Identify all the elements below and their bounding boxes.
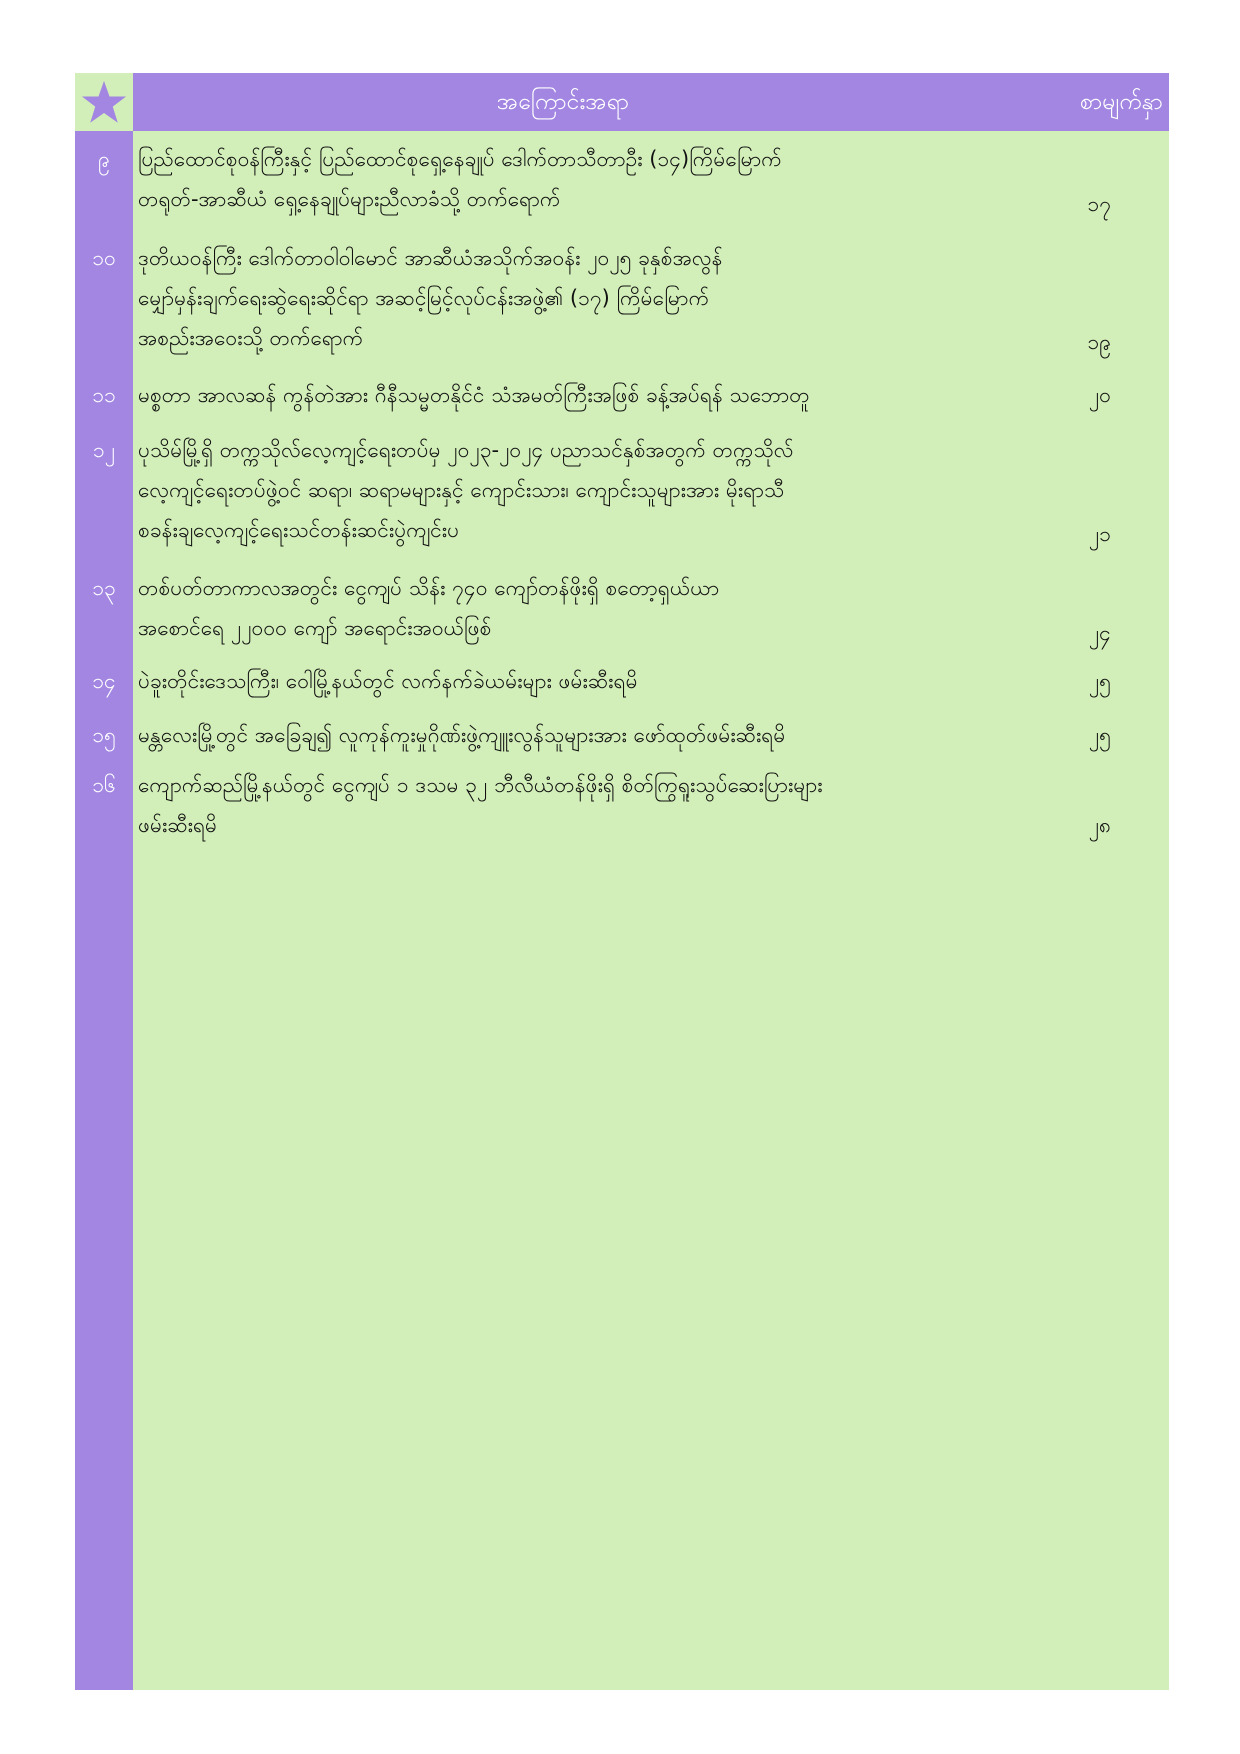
number-column [75, 73, 133, 1690]
entry-title[interactable]: မစ္စတာ အာလဆန် ကွန်တဲအား ဂီနီသမ္မတနိုင်ငံ သံအမတ်ကြီးအဖြစ် ခန့်အပ်ရန် သဘောတူ [138, 383, 810, 407]
entry-number: ၁၆ [92, 773, 116, 797]
entry-number: ၁၀ [92, 246, 116, 270]
star-icon [81, 79, 127, 125]
table-of-contents [75, 73, 1169, 1690]
entry-page: ၁၇ [1087, 192, 1111, 216]
entry-title[interactable]: ပြည်ထောင်စုဝန်ကြီးနှင့် ပြည်ထောင်စုရှေ့နေချုပ် ဒေါက်တာသီတာဦး (၁၄)ကြိမ်မြောက် တရုတ်-အာဆီယံ ရှေ့နေချုပ်များညီလာခံသို့ တက်ရောက် [138, 147, 782, 211]
entry-page: ၂၄ [1088, 621, 1111, 645]
page-column-heading: စာမျက်နှာ [1079, 89, 1163, 115]
entry-title[interactable]: ပုသိမ်မြို့ရှိ တက္ကသိုလ်လေ့ကျင့်ရေးတပ်မှ ၂၀၂၃-၂၀၂၄ ပညာသင်နှစ်အတွက် တက္ကသိုလ် လေ့ကျင့်ရေးတပ်ဖွဲ့ဝင် ဆရာ၊ ဆရာမများနှင့် ကျောင်းသား၊ ကျောင်းသူများအား မိုးရာသီ စခန်းချလေ့ကျင့်ရေးသင်တန်းဆင်းပွဲကျင်းပ [138, 438, 794, 542]
entry-page: ၂၈ [1088, 813, 1111, 837]
entry-page: ၂၅ [1088, 723, 1111, 747]
entry-page: ၁၉ [1087, 330, 1111, 354]
entry-title[interactable]: ကျောက်ဆည်မြို့နယ်တွင် ငွေကျပ် ၁ ဒသမ ၃၂ ဘီလီယံတန်ဖိုးရှိ စိတ်ကြွရူးသွပ်ဆေးပြားများ ဖမ်းဆီးရမိ [138, 773, 823, 837]
entry-page: ၂၁ [1088, 522, 1111, 546]
entry-title[interactable]: တစ်ပတ်တာကာလအတွင်း ငွေကျပ် သိန်း ၇၄၀ ကျော်တန်ဖိုးရှိ စတော့ရှယ်ယာ အစောင်ရေ ၂၂၀၀၀ ကျော် အရောင်းအဝယ်ဖြစ် [138, 576, 720, 640]
entry-number: ၁၂ [92, 438, 116, 462]
entries-area [133, 131, 1169, 1690]
entry-number: ၉ [98, 147, 110, 171]
entry-number: ၁၅ [92, 723, 116, 747]
header-bar [133, 73, 1169, 131]
star-cell [75, 73, 133, 131]
entry-page: ၂၀ [1088, 383, 1111, 407]
entry-number: ၁၄ [92, 669, 116, 693]
entry-number: ၁၁ [92, 383, 116, 407]
entry-number: ၁၃ [92, 576, 116, 600]
entry-title[interactable]: ပဲခူးတိုင်းဒေသကြီး၊ ဝေါမြို့နယ်တွင် လက်နက်ခဲယမ်းများ ဖမ်းဆီးရမိ [138, 669, 638, 693]
contents-heading: အကြောင်းအရာ [496, 89, 630, 115]
entry-title[interactable]: ဒုတိယဝန်ကြီး ဒေါက်တာဝါဝါမောင် အာဆီယံအသိုက်အဝန်း ၂၀၂၅ ခုနှစ်အလွန် မျှော်မှန်းချက်ရေးဆွဲရေးဆိုင်ရာ အဆင့်မြင့်လုပ်ငန်းအဖွဲ့၏ (၁၇) ကြိမ်မြောက် အစည်းအဝေးသို့ တက်ရောက် [138, 246, 723, 350]
entry-page: ၂၅ [1088, 669, 1111, 693]
entry-title[interactable]: မန္တလေးမြို့တွင် အခြေချ၍ လူကုန်ကူးမှုဂိုဏ်းဖွဲ့ကျူးလွန်သူများအား ဖော်ထုတ်ဖမ်းဆီးရမိ [138, 723, 786, 747]
